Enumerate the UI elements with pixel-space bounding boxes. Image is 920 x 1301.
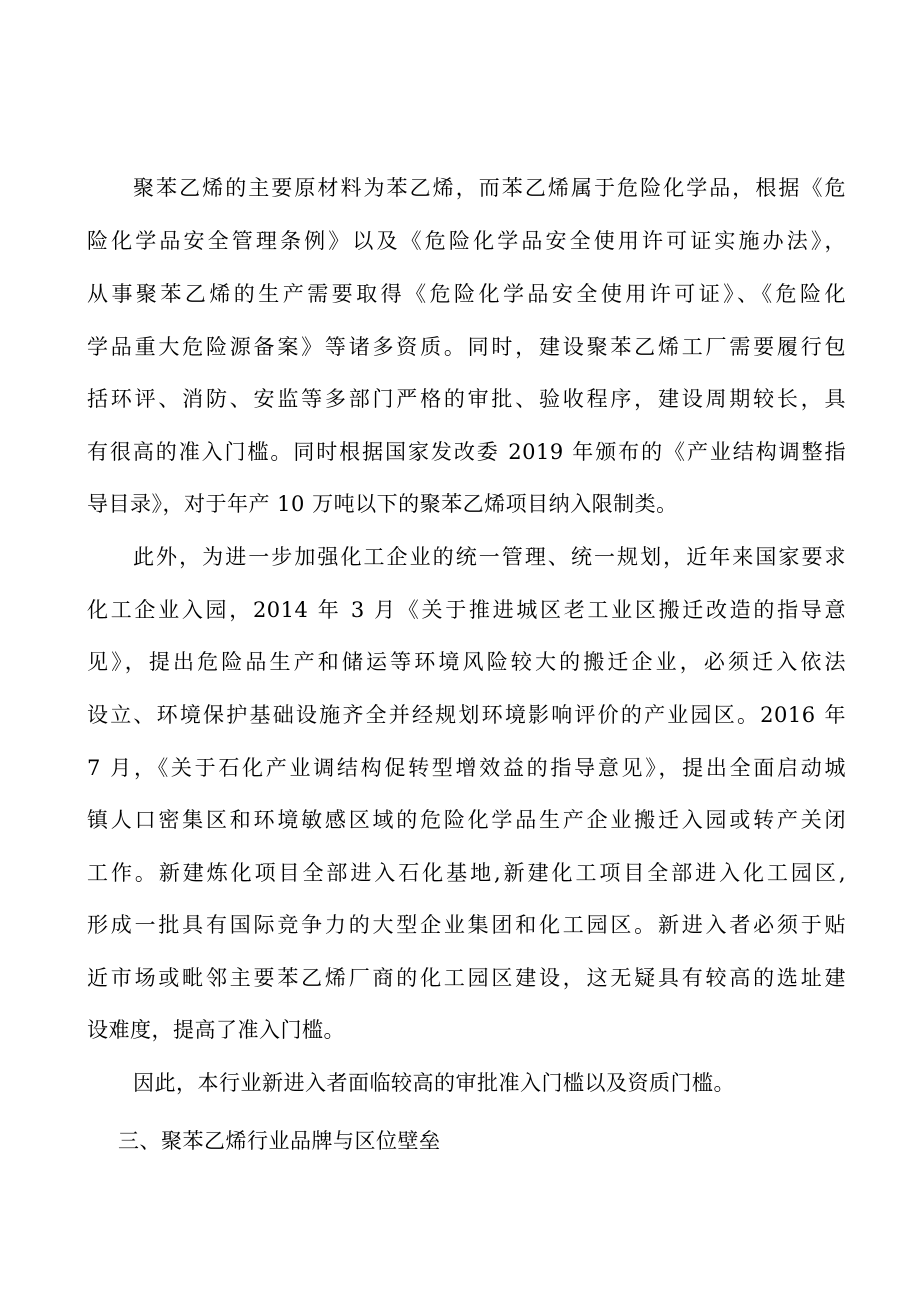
paragraph-line: 化工企业入园，2014 年 3 月《关于推进城区老工业区搬迁改造的指导意 (87, 598, 846, 622)
paragraph-line: 设难度，提高了准入门槛。 (87, 1018, 345, 1042)
paragraph-line: 聚苯乙烯的主要原材料为苯乙烯，而苯乙烯属于危险化学品，根据《危 (133, 176, 846, 200)
paragraph-line: 镇人口密集区和环境敏感区域的危险化学品生产企业搬迁入园或转产关闭 (87, 808, 846, 832)
section-heading: 三、聚苯乙烯行业品牌与区位壁垒 (118, 1129, 441, 1153)
paragraph-line: 此外，为进一步加强化工企业的统一管理、统一规划，近年来国家要求 (133, 545, 846, 569)
paragraph-line: 形成一批具有国际竞争力的大型企业集团和化工园区。新进入者必须于贴 (87, 913, 846, 937)
paragraph-line: 有很高的准入门槛。同时根据国家发改委 2019 年颁布的《产业结构调整指 (87, 440, 846, 464)
paragraph-line: 工作。新建炼化项目全部进入石化基地,新建化工项目全部进入化工园区, (87, 861, 846, 885)
paragraph-line: 见》，提出危险品生产和储运等环境风险较大的搬迁企业，必须迁入依法 (87, 650, 846, 674)
paragraph-line: 险化学品安全管理条例》以及《危险化学品安全使用许可证实施办法》， (87, 229, 846, 253)
paragraph-line: 7 月，《关于石化产业调结构促转型增效益的指导意见》，提出全面启动城 (87, 756, 846, 780)
paragraph-line: 学品重大危险源备案》等诸多资质。同时，建设聚苯乙烯工厂需要履行包 (87, 335, 846, 359)
paragraph-line: 设立、环境保护基础设施齐全并经规划环境影响评价的产业园区。2016 年 (87, 703, 846, 727)
paragraph-line: 从事聚苯乙烯的生产需要取得《危险化学品安全使用许可证》、《危险化 (87, 282, 846, 306)
paragraph-line: 近市场或毗邻主要苯乙烯厂商的化工园区建设，这无疑具有较高的选址建 (87, 966, 846, 990)
paragraph-line: 导目录》，对于年产 10 万吨以下的聚苯乙烯项目纳入限制类。 (87, 492, 678, 516)
paragraph-line: 因此，本行业新进入者面临较高的审批准入门槛以及资质门槛。 (133, 1071, 735, 1095)
paragraph-line: 括环评、消防、安监等多部门严格的审批、验收程序，建设周期较长，具 (87, 387, 846, 411)
